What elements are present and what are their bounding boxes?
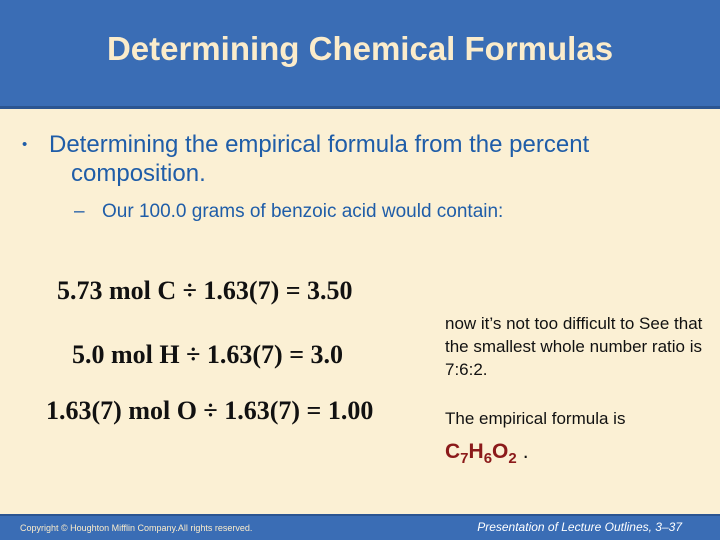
formula-period: . — [522, 440, 529, 463]
equation-carbon: 5.73 mol C ÷ 1.63(7) = 3.50 — [57, 276, 353, 305]
formula-element-h: H — [468, 440, 484, 463]
ratio-note: now it’s not too difficult to See that the smallest whole number ratio is 7:6:2. — [445, 314, 703, 379]
formula-subscript-c: 7 — [460, 450, 469, 467]
dash-icon: – — [74, 201, 85, 222]
formula-subscript-h: 6 — [483, 450, 493, 467]
formula-subscript-o: 2 — [508, 450, 517, 467]
title-divider — [0, 106, 720, 109]
formula-element-c: C — [445, 440, 461, 463]
presentation-label: Presentation of Lecture Outlines, 3–37 — [477, 520, 682, 534]
main-bullet — [22, 130, 682, 188]
main-bullet-text: Determining the empirical formula from the percent composition. — [49, 131, 590, 187]
equation-hydrogen: 5.0 mol H ÷ 1.63(7) = 3.0 — [72, 340, 344, 369]
empirical-formula — [445, 440, 529, 467]
empirical-label: The empirical formula is — [445, 409, 626, 428]
sub-bullet — [74, 200, 694, 224]
bullet-dot-icon: • — [22, 136, 28, 153]
formula-element-o: O — [492, 440, 509, 463]
copyright-text: Copyright © Houghton Mifflin Company.All rights reserved. — [20, 523, 253, 533]
slide-title: Determining Chemical Formulas — [106, 30, 614, 67]
sub-bullet-text: Our 100.0 grams of benzoic acid would contain: — [102, 201, 504, 222]
equation-oxygen: 1.63(7) mol O ÷ 1.63(7) = 1.00 — [46, 396, 374, 425]
